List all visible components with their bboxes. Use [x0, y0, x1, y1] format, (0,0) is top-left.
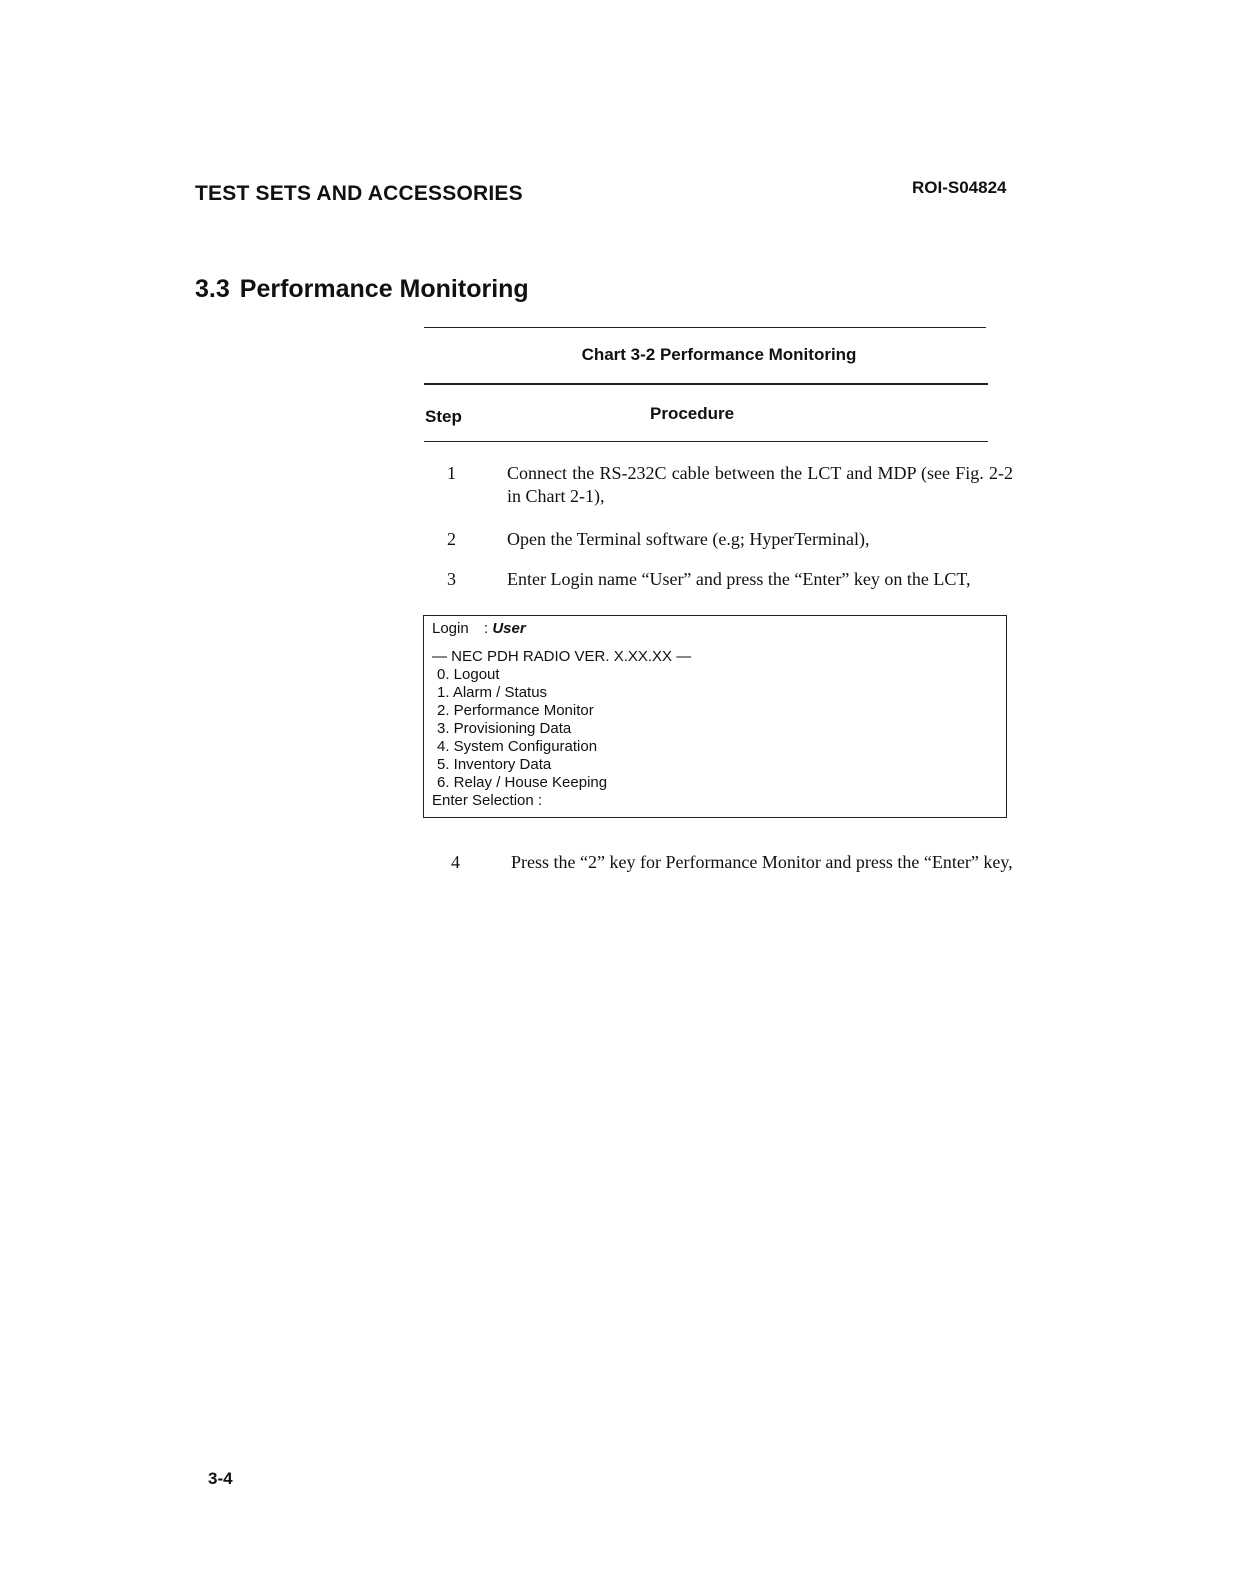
step-text: Press the “2” key for Performance Monitor and press the “Enter” key, [511, 852, 1013, 872]
terminal-login-line [432, 620, 998, 638]
step-number: 4 [451, 852, 460, 872]
page-number: 3-4 [208, 1469, 233, 1488]
running-header-title: TEST SETS AND ACCESSORIES [195, 182, 523, 205]
chart-title: Chart 3-2 Performance Monitoring [581, 345, 857, 364]
chart-top-rule [424, 327, 986, 328]
step-text: Enter Login name “User” and press the “Enter” key on the LCT, [507, 569, 971, 589]
step-number: 3 [447, 569, 456, 589]
login-separator: : [484, 620, 493, 637]
step-number: 1 [447, 463, 456, 483]
step-number: 2 [447, 529, 456, 549]
terminal-menu-item: 0. Logout [437, 666, 500, 683]
terminal-menu-item: 1. Alarm / Status [437, 684, 548, 701]
document-code: ROI-S04824 [912, 178, 1007, 197]
terminal-prompt: Enter Selection : [432, 792, 543, 809]
chart-header-rule [424, 383, 988, 385]
terminal-menu-item: 4. System Configuration [437, 738, 598, 755]
terminal-screen-box [423, 615, 1007, 818]
section-heading [195, 275, 529, 304]
terminal-menu-item: 2. Performance Monitor [437, 702, 594, 719]
column-header-procedure: Procedure [650, 404, 735, 423]
section-title: Performance Monitoring [239, 275, 529, 303]
login-label: Login [432, 620, 469, 637]
column-header-step: Step [425, 407, 462, 426]
terminal-version-line: — NEC PDH RADIO VER. X.XX.XX — [432, 648, 692, 665]
terminal-menu-item: 5. Inventory Data [437, 756, 552, 773]
step-text: Connect the RS-232C cable between the LCT and MDP (see Fig. 2-2 in Chart 2-1), [507, 463, 1013, 506]
step-text: Open the Terminal software (e.g; HyperTerminal), [507, 529, 870, 549]
section-number: 3.3 [195, 275, 230, 303]
terminal-menu-item: 6. Relay / House Keeping [437, 774, 608, 791]
terminal-menu-item: 3. Provisioning Data [437, 720, 572, 737]
chart-body-rule [424, 441, 988, 442]
login-value: User [492, 620, 526, 637]
